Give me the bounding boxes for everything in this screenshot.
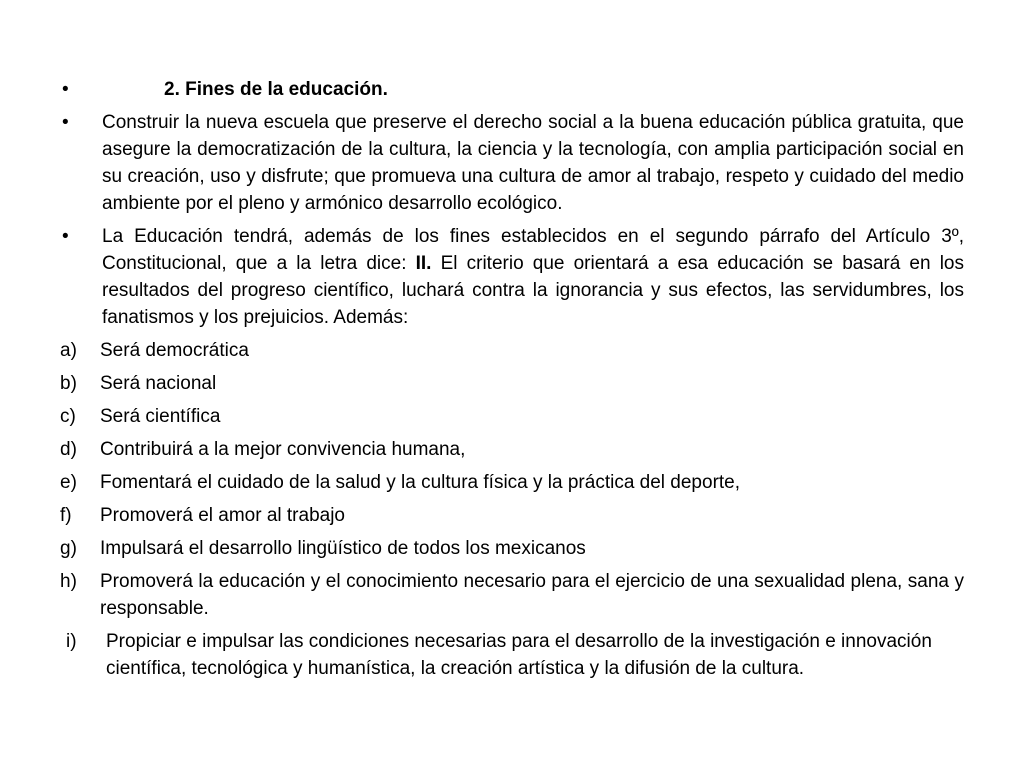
list-marker: g) — [60, 538, 77, 559]
list-marker: c) — [60, 406, 76, 427]
list-item-f — [60, 502, 964, 529]
bullet-marker: • — [62, 226, 69, 247]
slide-content — [60, 76, 964, 688]
list-item-i — [60, 628, 964, 682]
list-item-text: Contribuirá a la mejor convivencia humana, — [100, 439, 466, 460]
list-item-b — [60, 370, 964, 397]
section-title: 2. Fines de la educación. — [164, 79, 388, 100]
list-item-d — [60, 436, 964, 463]
list-item-text: Promoverá la educación y el conocimiento necesario para el ejercicio de una sexualidad plena, sana y responsable. — [100, 571, 964, 619]
section-heading — [60, 76, 964, 103]
list-item-h — [60, 568, 964, 622]
list-item-a — [60, 337, 964, 364]
bullet-marker: • — [62, 112, 69, 133]
list-marker: f) — [60, 505, 72, 526]
list-item-text: Será democrática — [100, 340, 249, 361]
list-item-text: Impulsará el desarrollo lingüístico de todos los mexicanos — [100, 538, 586, 559]
bullet-paragraph-2 — [60, 223, 964, 331]
paragraph-text: Construir la nueva escuela que preserve el derecho social a la buena educación pública gratuita, que asegure la democratización de la cultura, la ciencia y la tecnología, con amplia participación social en su creación, uso y disfrute; que promueva una cultura de amor al trabajo, respeto y cuidado del medio ambiente por el pleno y armónico desarrollo ecológico. — [102, 112, 964, 214]
list-item-c — [60, 403, 964, 430]
list-marker: e) — [60, 472, 77, 493]
list-marker: a) — [60, 340, 77, 361]
list-marker: i) — [66, 631, 77, 652]
list-marker: b) — [60, 373, 77, 394]
list-item-e — [60, 469, 964, 496]
list-item-text: Será nacional — [100, 373, 217, 394]
paragraph-text-start: La Educación tendrá, además de los fines establecidos en el segundo párrafo del Artículo 3º, Constitucional, que a la letra dice: — [102, 226, 964, 274]
bullet-paragraph-1 — [60, 109, 964, 217]
paragraph-text-end: El criterio que orientará a esa educación se basará en los resultados del progreso científico, luchará contra la ignorancia y sus efectos, las servidumbres, los fanatismos y los prejuicios. Además: — [102, 253, 964, 328]
list-item-g — [60, 535, 964, 562]
roman-numeral-bold: II. — [415, 253, 432, 274]
list-marker: h) — [60, 571, 77, 592]
list-marker: d) — [60, 439, 77, 460]
list-item-text: Propiciar e impulsar las condiciones necesarias para el desarrollo de la investigación e innovación científica, tecnológica y humanística, la creación artística y la difusión de la cultura. — [106, 631, 932, 679]
bullet-marker: • — [62, 79, 69, 100]
paragraph-text — [102, 223, 964, 331]
list-item-text: Promoverá el amor al trabajo — [100, 505, 345, 526]
list-item-text: Será científica — [100, 406, 221, 427]
list-item-text: Fomentará el cuidado de la salud y la cultura física y la práctica del deporte, — [100, 472, 741, 493]
